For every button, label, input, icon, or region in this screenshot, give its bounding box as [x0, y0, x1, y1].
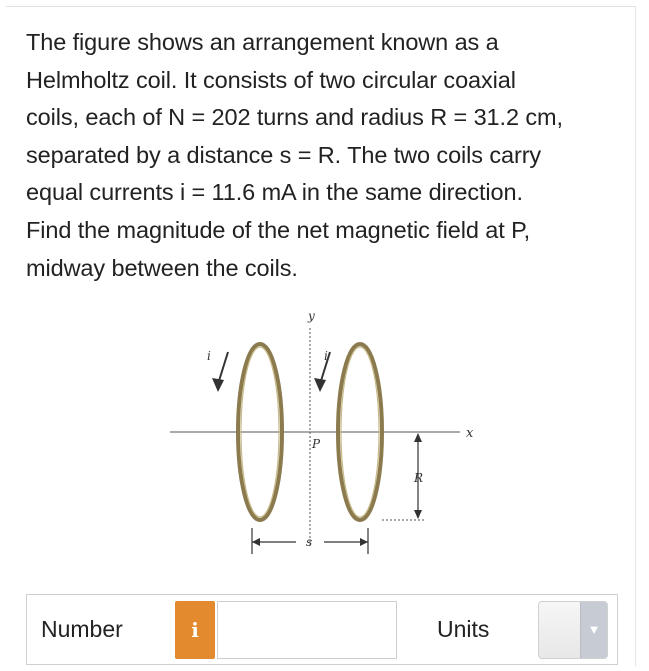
units-dropdown[interactable]	[538, 601, 608, 659]
r-arrow-bottom	[414, 510, 422, 519]
s-arrow-left	[252, 538, 260, 546]
number-label: Number	[41, 616, 123, 642]
right-current-label: i	[324, 349, 328, 363]
s-arrow-right	[360, 538, 368, 546]
s-dimension-label: s	[306, 535, 313, 549]
left-current-label: i	[207, 349, 211, 363]
r-arrow-top	[414, 433, 422, 442]
x-axis-label: x	[466, 426, 474, 441]
number-input[interactable]	[217, 601, 397, 659]
helmholtz-coil-figure	[160, 300, 500, 560]
y-axis-label: y	[308, 309, 315, 323]
answer-row	[26, 594, 618, 665]
problem-statement: The figure shows an arrangement known as a Helmholtz coil. It consists of two circular coaxial coils, each of N = 202 turns and radius R = 31.2 cm, separated by a distance s = R. The two coils carry equal currents i = 11.6 mA in the same direction. Find the magnitude of the net magnetic field at P, midway between the coils.	[26, 29, 563, 281]
units-label: Units	[437, 616, 490, 642]
chevron-down-icon[interactable]: ▼	[580, 602, 607, 658]
left-current-arrow	[218, 352, 228, 384]
helmholtz-coil-diagram	[160, 300, 500, 560]
point-p-label: P	[312, 437, 321, 451]
info-icon[interactable]: i	[175, 601, 215, 659]
right-current-arrowhead	[314, 378, 326, 392]
left-current-arrowhead	[212, 378, 224, 392]
r-dimension-label: R	[414, 471, 424, 485]
